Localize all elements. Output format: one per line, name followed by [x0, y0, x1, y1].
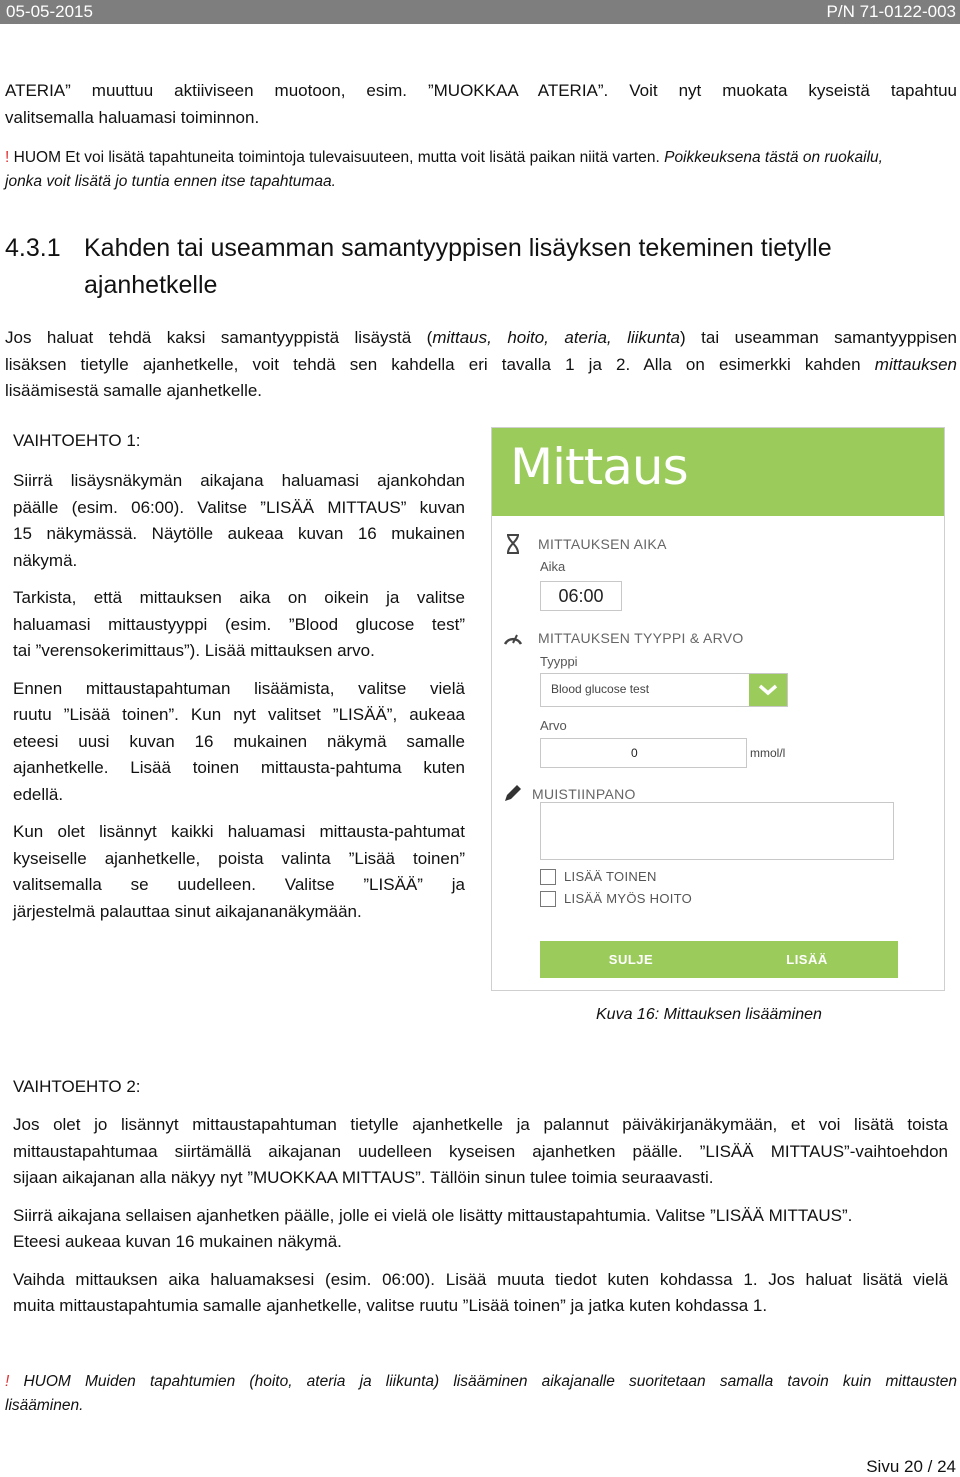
text-line: Tarkista, että mittauksen aika on oikein ja valitse	[13, 588, 465, 607]
type-select[interactable]	[540, 673, 788, 707]
text-line: Kun olet lisännyt kaikki haluamasi mittausta-pahtumat	[13, 822, 465, 841]
text-line: edellä.	[13, 784, 64, 804]
option-1-para-1	[13, 468, 465, 574]
intro-line: ATERIA” muuttuu aktiiviseen muotoon, esim. ”MUOKKAA ATERIA”. Voit nyt muokata kyseistä tapahtuu	[5, 81, 957, 100]
text-line: eteesi uusi kuvan 16 mukainen näkymä samalle	[13, 731, 465, 751]
measurement-dialog	[491, 427, 945, 991]
text-line: haluamasi mittaustyyppi (esim. ”Blood glucose test”	[13, 614, 465, 634]
type-label: Tyyppi	[540, 654, 578, 669]
section-number: 4.3.1	[5, 234, 61, 262]
option-1-text	[13, 468, 465, 925]
dialog-title: Mittaus	[510, 438, 688, 496]
text-line: näkymä.	[13, 550, 78, 570]
close-button[interactable]: SULJE	[540, 941, 722, 978]
intro-paragraph	[5, 78, 957, 131]
note-textarea[interactable]	[540, 802, 894, 860]
gauge-icon	[502, 626, 524, 648]
add-another-label: LISÄÄ TOINEN	[564, 869, 657, 884]
option-1-para-4	[13, 819, 465, 925]
text-line: Eteesi aukeaa kuvan 16 mukainen näkymä.	[13, 1232, 342, 1251]
header-date: 05-05-2015	[6, 2, 93, 21]
text-line: Jos olet jo lisännyt mittaustapahtuman tietylle ajanhetkelle ja palannut päiväkirjanäkymään, et voi lisätä toista	[13, 1115, 948, 1134]
text-line: tai ”verensokerimittaus”). Lisää mittauksen arvo.	[13, 641, 375, 660]
type-section-title: MITTAUKSEN TYYPPI & ARVO	[538, 630, 744, 646]
option-2-para-3	[13, 1267, 948, 1320]
chevron-down-icon	[749, 674, 787, 706]
para-text: lisäksen tietylle ajanhetkelle, voit tehdä sen kahdella eri tavalla 1 ja 2. Alla on esimerkki kahden	[5, 354, 861, 374]
option-1-heading: VAIHTOEHTO 1:	[13, 431, 141, 450]
text-line: Siirrä aikajana sellaisen ajanhetken päälle, jolle ei vielä ole lisätty mittaustapahtumia. Valitse ”LISÄÄ MITTAUS”.	[13, 1205, 853, 1225]
value-label: Arvo	[540, 718, 567, 733]
text-line: kyseiselle ajanhetkelle, poista valinta ”Lisää toinen”	[13, 848, 465, 868]
text-line: mittaustapahtumaa siirtämällä aikajanan uudelleen kyseisen ajanhetken päälle. ”LISÄÄ MITTAUS”-vaihtoehdon	[13, 1141, 948, 1161]
time-input[interactable]: 06:00	[540, 581, 622, 611]
header-part-number: P/N 71-0122-003	[826, 2, 956, 21]
para-text: lisäämisestä samalle ajanhetkelle.	[5, 381, 263, 400]
text-line: järjestelmä palauttaa sinut aikajananäkymään.	[13, 901, 362, 921]
text-line: Vaihda mittauksen aika haluamaksesi (esim. 06:00). Lisää muuta tiedot kuten kohdassa 1. Jos haluat lisätä vielä	[13, 1269, 948, 1289]
text-line: 15 näkymässä. Näytölle aukeaa kuvan 16 mukainen	[13, 524, 465, 543]
note-text-italic: HUOM Muiden tapahtumien (hoito, ateria ja liikunta) lisääminen aikajanalle suoritetaan samalla tavoin kuin mittausten	[9, 1373, 957, 1390]
dialog-header	[492, 428, 944, 516]
text-line: päälle (esim. 06:00). Valitse ”LISÄÄ MITTAUS” kuvan	[13, 497, 465, 517]
add-treatment-checkbox[interactable]	[540, 891, 556, 907]
note-2	[5, 1370, 957, 1418]
page-number: Sivu 20 / 24	[866, 1457, 956, 1476]
option-1-para-2	[13, 585, 465, 665]
value-unit: mmol/l	[750, 746, 786, 760]
para-text: ) tai useamman samantyyppisen	[680, 328, 957, 347]
text-line: ruutu ”Lisää toinen”. Kun nyt valitset ”LISÄÄ”, aukeaa	[13, 705, 465, 724]
section-title-line: Kahden tai useamman samantyyppisen lisäyksen tekeminen tietylle	[84, 234, 832, 262]
type-select-value: Blood glucose test	[551, 682, 650, 696]
para-text-italic: mittaus, hoito, ateria, liikunta	[432, 328, 681, 347]
note-text-italic: lisääminen.	[5, 1397, 84, 1414]
add-button[interactable]: LISÄÄ	[716, 941, 898, 978]
add-treatment-label: LISÄÄ MYÖS HOITO	[564, 891, 693, 906]
hourglass-icon	[502, 533, 524, 555]
type-select-toggle[interactable]	[749, 674, 787, 706]
warning-mark: !	[5, 149, 10, 166]
text-line: ajanhetkelle. Lisää toinen mittausta-pahtuma kuten	[13, 758, 465, 777]
text-line: sijaan aikajanan alla näkyy nyt ”MUOKKAA MITTAUS”. Tällöin sinun tulee toimia seuraavasti.	[13, 1168, 714, 1187]
note-1	[5, 146, 960, 194]
time-label: Aika	[540, 559, 566, 574]
text-line: muita mittaustapahtumia samalle ajanhetkelle, valitse ruutu ”Lisää toinen” ja jatka kuten kohdassa 1.	[13, 1296, 768, 1315]
warning-mark: !	[5, 1373, 10, 1390]
note-text-italic: jonka voit lisätä jo tuntia ennen itse tapahtumaa.	[5, 173, 336, 190]
option-2-para-2	[13, 1203, 948, 1256]
text-line: Ennen mittaustapahtuman lisäämista, valitse vielä	[13, 678, 465, 698]
intro-line: valitsemalla haluamasi toiminnon.	[5, 107, 260, 127]
note-text-italic: Poikkeuksena tästä on ruokailu,	[659, 149, 883, 166]
section-title-line: ajanhetkelle	[84, 271, 218, 299]
option-1-para-3	[13, 676, 465, 809]
note-section-title: MUISTIINPANO	[532, 786, 636, 802]
note-text: HUOM Et voi lisätä tapahtuneita toimintoja tulevaisuuteen, mutta voit lisätä paikan niitä varten.	[9, 149, 660, 166]
page-header	[0, 0, 960, 24]
text-line: valitsemalla se uudelleen. Valitse ”LISÄÄ” ja	[13, 875, 465, 894]
add-another-checkbox[interactable]	[540, 869, 556, 885]
pencil-icon	[502, 782, 524, 804]
option-2-heading: VAIHTOEHTO 2:	[13, 1077, 141, 1096]
value-input[interactable]	[540, 738, 747, 768]
para-text-italic: mittauksen	[874, 354, 957, 374]
value-input-text: 0	[631, 746, 638, 760]
option-2-para-1	[13, 1112, 948, 1192]
text-line: Siirrä lisäysnäkymän aikajana haluamasi ajankohdan	[13, 471, 465, 490]
para-text: Jos haluat tehdä kaksi samantyyppistä lisäystä (	[5, 328, 433, 347]
para-1	[5, 325, 957, 405]
section-title	[84, 230, 954, 304]
time-section-title: MITTAUKSEN AIKA	[538, 536, 667, 552]
option-2-text	[13, 1112, 948, 1320]
figure-caption: Kuva 16: Mittauksen lisääminen	[596, 1006, 822, 1023]
